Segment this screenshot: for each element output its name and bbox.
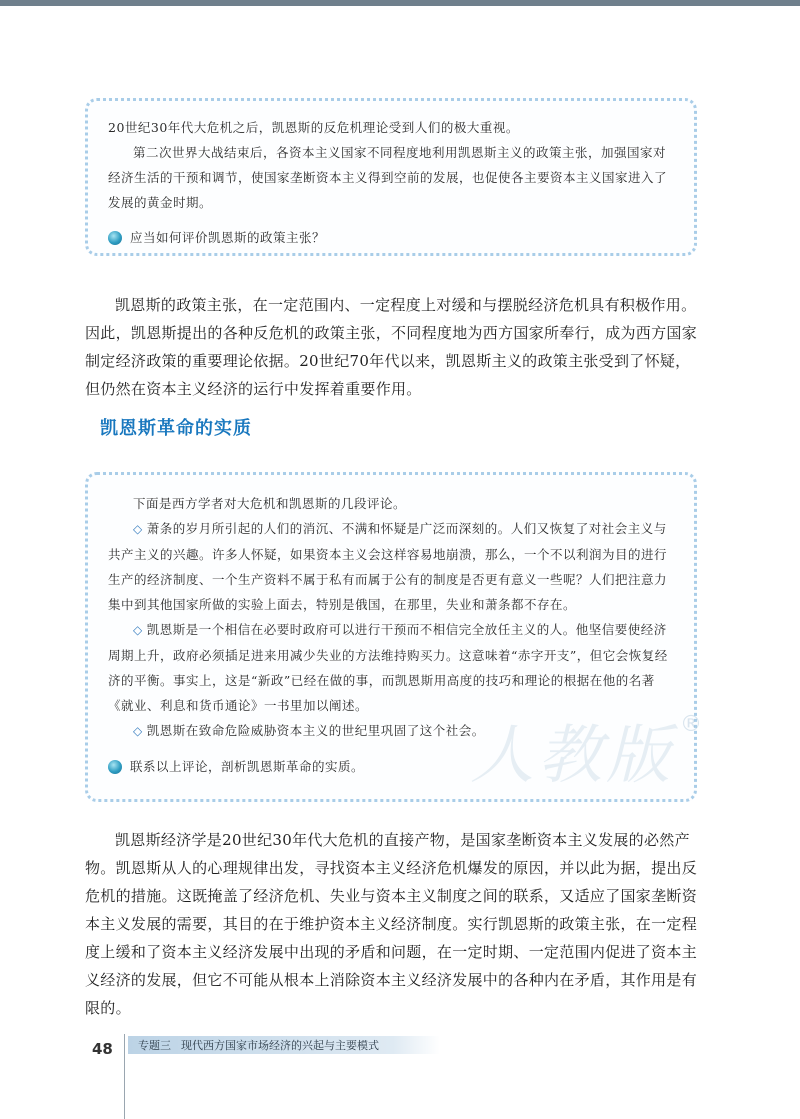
box1-line2: 第二次世界大战结束后，各资本主义国家不同程度地利用凯恩斯主义的政策主张，加强国家对经济生活的干预和调节，使国家垄断资本主义得到空前的发展，也促使各主要资本主义国家进入了发展的黄金时期。 bbox=[108, 145, 668, 210]
diamond-bullet-icon: ◇ bbox=[133, 724, 143, 738]
box1-question bbox=[108, 225, 674, 250]
question-bullet-icon bbox=[108, 760, 122, 774]
footer-vertical-rule bbox=[124, 1034, 125, 1119]
body-paragraph-2: 凯恩斯经济学是20世纪30年代大危机的直接产物，是国家垄断资本主义发展的必然产物。凯恩斯从人的心理规律出发，寻找资本主义经济危机爆发的原因，并以此为据，提出反危机的措施。这既掩盖了经济危机、失业与资本主义制度之间的联系，又适应了国家垄断资本主义发展的需要，其目的在于维护资本主义经济制度。实行凯恩斯的政策主张，在一定程度上缓和了资本主义经济发展中出现的矛盾和问题，在一定时期、一定范围内促进了资本主义经济的发展，但它不可能从根本上消除资本主义经济发展中的各种内在矛盾，其作用是有限的。 bbox=[85, 831, 698, 1017]
footer-chapter-title: 现代西方国家市场经济的兴起与主要模式 bbox=[181, 1039, 379, 1052]
box2-item-3-text: 凯恩斯在致命危险威胁资本主义的世纪里巩固了这个社会。 bbox=[146, 723, 485, 738]
box1-question-text: 应当如何评价凯恩斯的政策主张？ bbox=[130, 230, 326, 245]
page-number: 48 bbox=[92, 1040, 113, 1058]
reading-box-keynes-influence bbox=[85, 98, 697, 256]
box2-item-3 bbox=[108, 718, 674, 744]
diamond-bullet-icon: ◇ bbox=[133, 522, 143, 536]
box2-item-1 bbox=[108, 516, 674, 617]
reading-box-comments bbox=[85, 472, 697, 802]
box2-question-text: 联系以上评论，剖析凯恩斯革命的实质。 bbox=[130, 759, 365, 774]
section-title: 凯恩斯革命的实质 bbox=[100, 418, 252, 439]
box2-question bbox=[108, 754, 674, 779]
footer-chapter-label: 专题三 bbox=[138, 1039, 171, 1052]
footer-chapter-bar bbox=[128, 1036, 440, 1054]
diamond-bullet-icon: ◇ bbox=[133, 623, 143, 637]
top-divider-bar bbox=[0, 0, 800, 6]
question-bullet-icon bbox=[108, 231, 122, 245]
box1-line1: 20世纪30年代大危机之后，凯恩斯的反危机理论受到人们的极大重视。 bbox=[108, 120, 519, 135]
box2-item-1-text: 萧条的岁月所引起的人们的消沉、不满和怀疑是广泛而深刻的。人们又恢复了对社会主义与共产主义的兴趣。许多人怀疑，如果资本主义会这样容易地崩溃，那么，一个不以利润为目的进行生产的经济制度、一个生产资料不属于私有而属于公有的制度是否更有意义一些呢？人们把注意力集中到其他国家所做的实验上面去，特别是俄国，在那里，失业和萧条都不存在。 bbox=[108, 521, 668, 612]
registered-mark-icon: ® bbox=[680, 712, 702, 737]
box2-item-2-text: 凯恩斯是一个相信在必要时政府可以进行干预而不相信完全放任主义的人。他坚信要使经济周期上升，政府必须插足进来用减少失业的方法维持购买力。这意味着“赤字开支”，但它会恢复经济的平衡。事实上，这是“新政”已经在做的事，而凯恩斯用高度的技巧和理论的根据在他的名著《就业、利息和货币通论》一书里加以阐述。 bbox=[108, 622, 668, 713]
publisher-watermark: 人教版 bbox=[470, 719, 674, 793]
body-paragraph-1: 凯恩斯的政策主张，在一定范围内、一定程度上对缓和与摆脱经济危机具有积极作用。因此，凯恩斯提出的各种反危机的政策主张，不同程度地为西方国家所奉行，成为西方国家制定经济政策的重要理论依据。20世纪70年代以来，凯恩斯主义的政策主张受到了怀疑，但仍然在资本主义经济的运行中发挥着重要作用。 bbox=[85, 296, 698, 398]
box2-item-2 bbox=[108, 617, 674, 718]
box2-intro: 下面是西方学者对大危机和凯恩斯的几段评论。 bbox=[133, 496, 407, 511]
